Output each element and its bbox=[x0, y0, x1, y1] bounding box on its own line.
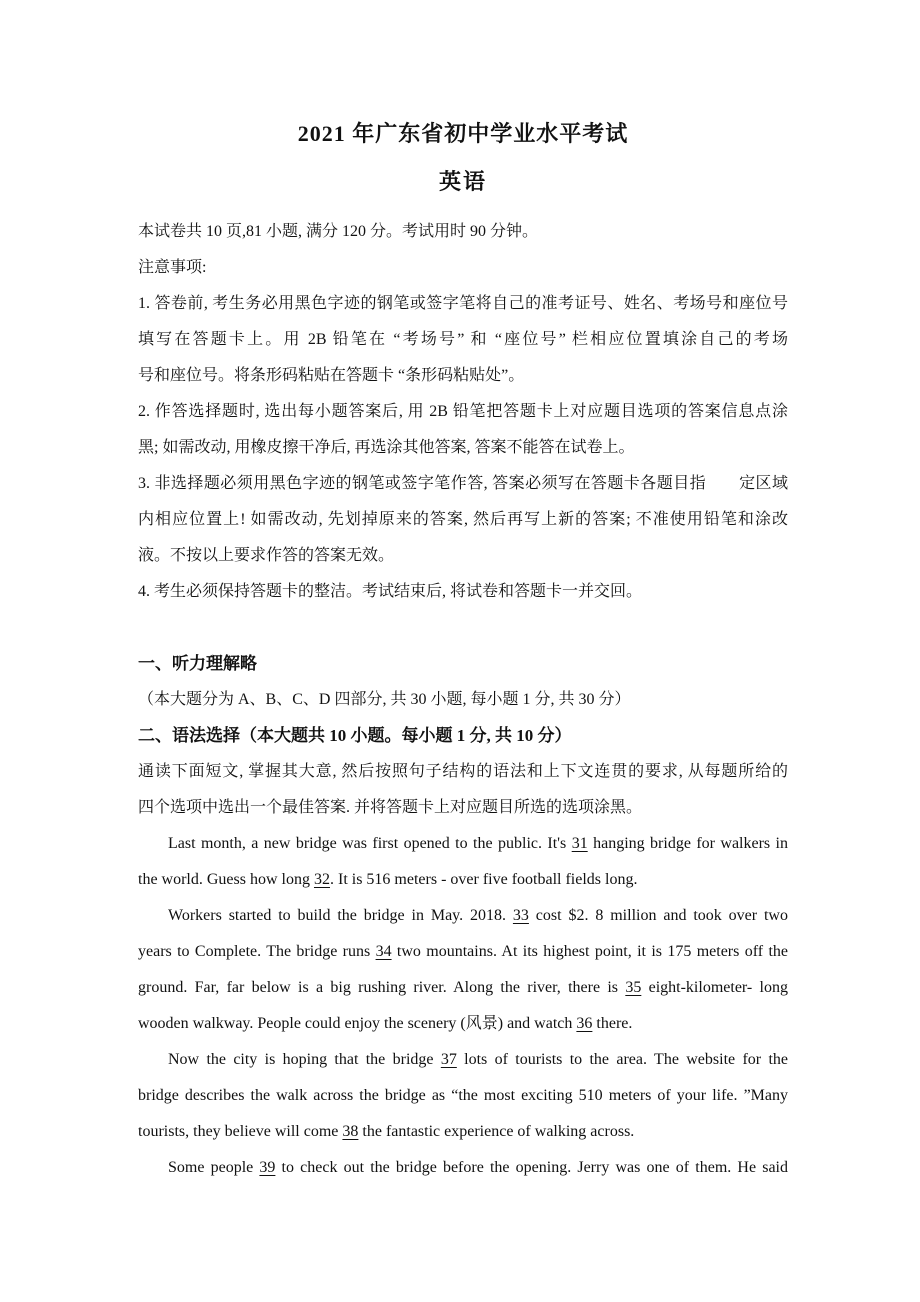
passage-text: ground. Far, far below is a big rushing river. Along the river, there is bbox=[138, 979, 626, 996]
passage-line bbox=[138, 1006, 788, 1042]
passage-text: the fantastic experience of walking across. bbox=[358, 1123, 635, 1140]
passage-text: Last month, a new bridge was first opened to the public. It's bbox=[168, 835, 572, 852]
notice-line: 黑; 如需改动, 用橡皮擦干净后, 再选涂其他答案, 答案不能答在试卷上。 bbox=[138, 439, 635, 456]
passage-text: Now the city is hoping that the bridge bbox=[168, 1051, 441, 1068]
document-body bbox=[138, 214, 788, 1186]
exam-title: 2021 年广东省初中学业水平考试 bbox=[297, 121, 629, 146]
passage-line bbox=[138, 826, 788, 862]
blank-number: 36 bbox=[576, 1015, 593, 1032]
notice-list bbox=[138, 286, 788, 610]
passage-text: there. bbox=[592, 1015, 633, 1032]
notice-line: 1. 答卷前, 考生务必用黑色字迹的钢笔或签字笔将自己的准考证号、姓名、考场号和座位号 bbox=[138, 295, 788, 312]
passage-line bbox=[138, 934, 788, 970]
passage-line bbox=[138, 862, 788, 898]
grammar-instruction-line: 通读下面短文, 掌握其大意, 然后按照句子结构的语法和上下文连贯的要求, 从每题所给的 bbox=[138, 763, 788, 780]
passage-text: the world. Guess how long bbox=[138, 871, 314, 888]
blank-number: 35 bbox=[625, 979, 642, 996]
blank-number: 37 bbox=[440, 1051, 457, 1068]
notice-line: 号和座位号。将条形码粘贴在答题卡 “条形码粘贴处”。 bbox=[138, 367, 525, 384]
passage-text: cost $2. 8 million and took over two bbox=[528, 907, 788, 924]
notice-line: 2. 作答选择题时, 选出每小题答案后, 用 2B 铅笔把答题卡上对应题目选项的答案信息点涂 bbox=[138, 403, 788, 420]
notice-line: 填写在答题卡上。用 2B 铅笔在 “考场号” 和 “座位号” 栏相应位置填涂自己的考场 bbox=[138, 331, 788, 348]
passage-line bbox=[138, 1078, 788, 1114]
exam-meta-line: 本试卷共 10 页,81 小题, 满分 120 分。考试用时 90 分钟。 bbox=[138, 223, 539, 240]
notice-heading: 注意事项: bbox=[138, 259, 207, 276]
notice-line: 4. 考生必须保持答题卡的整洁。考试结束后, 将试卷和答题卡一并交回。 bbox=[138, 583, 643, 600]
blank-number: 32 bbox=[313, 871, 330, 888]
passage-text: two mountains. At its highest point, it is 175 meters off the bbox=[391, 943, 788, 960]
passage-line bbox=[138, 1150, 788, 1186]
blank-number: 34 bbox=[375, 943, 392, 960]
passage-line bbox=[138, 970, 788, 1006]
page-content bbox=[138, 0, 788, 1186]
blank-number: 31 bbox=[571, 835, 588, 852]
passage-text: bridge describes the walk across the bridge as “the most exciting 510 meters of your life. ”Many bbox=[138, 1087, 788, 1104]
passage-text: to check out the bridge before the opening. Jerry was one of them. He said bbox=[275, 1159, 788, 1176]
passage-text: eight-kilometer- long bbox=[641, 979, 788, 996]
passage-text: tourists, they believe will come bbox=[138, 1123, 343, 1140]
notice-line: 内相应位置上! 如需改动, 先划掉原来的答案, 然后再写上新的答案; 不准使用铅笔和涂改 bbox=[138, 511, 788, 528]
exam-subtitle: 英语 bbox=[438, 169, 487, 194]
passage-line bbox=[138, 1114, 788, 1150]
passage-text: years to Complete. The bridge runs bbox=[138, 943, 376, 960]
section-listening-heading: 一、听力理解略 bbox=[138, 654, 257, 673]
notice-line: 3. 非选择题必须用黑色字迹的钢笔或签字笔作答, 答案必须写在答题卡各题目指 定区域 bbox=[138, 475, 788, 492]
section-listening-description: （本大题分为 A、B、C、D 四部分, 共 30 小题, 每小题 1 分, 共 30 分） bbox=[138, 691, 631, 708]
passage-line bbox=[138, 1042, 788, 1078]
section-grammar-heading: 二、语法选择（本大题共 10 小题。每小题 1 分, 共 10 分） bbox=[138, 726, 572, 745]
passage-text: lots of tourists to the area. The website for the bbox=[456, 1051, 788, 1068]
passage-text: Workers started to build the bridge in May. 2018. bbox=[168, 907, 513, 924]
passage-text: hanging bridge for walkers in bbox=[587, 835, 788, 852]
cloze-passage bbox=[138, 826, 788, 1186]
grammar-instructions bbox=[138, 754, 788, 826]
grammar-instruction-line: 四个选项中选出一个最佳答案. 并将答题卡上对应题目所选的选项涂黑。 bbox=[138, 799, 643, 816]
notice-line: 液。不按以上要求作答的答案无效。 bbox=[138, 547, 395, 564]
blank-number: 39 bbox=[259, 1159, 276, 1176]
passage-text: wooden walkway. People could enjoy the scenery (风景) and watch bbox=[138, 1015, 577, 1032]
blank-number: 38 bbox=[342, 1123, 359, 1140]
passage-line bbox=[138, 898, 788, 934]
passage-text: . It is 516 meters - over five football fields long. bbox=[329, 871, 638, 888]
blank-number: 33 bbox=[512, 907, 529, 924]
passage-text: Some people bbox=[168, 1159, 260, 1176]
